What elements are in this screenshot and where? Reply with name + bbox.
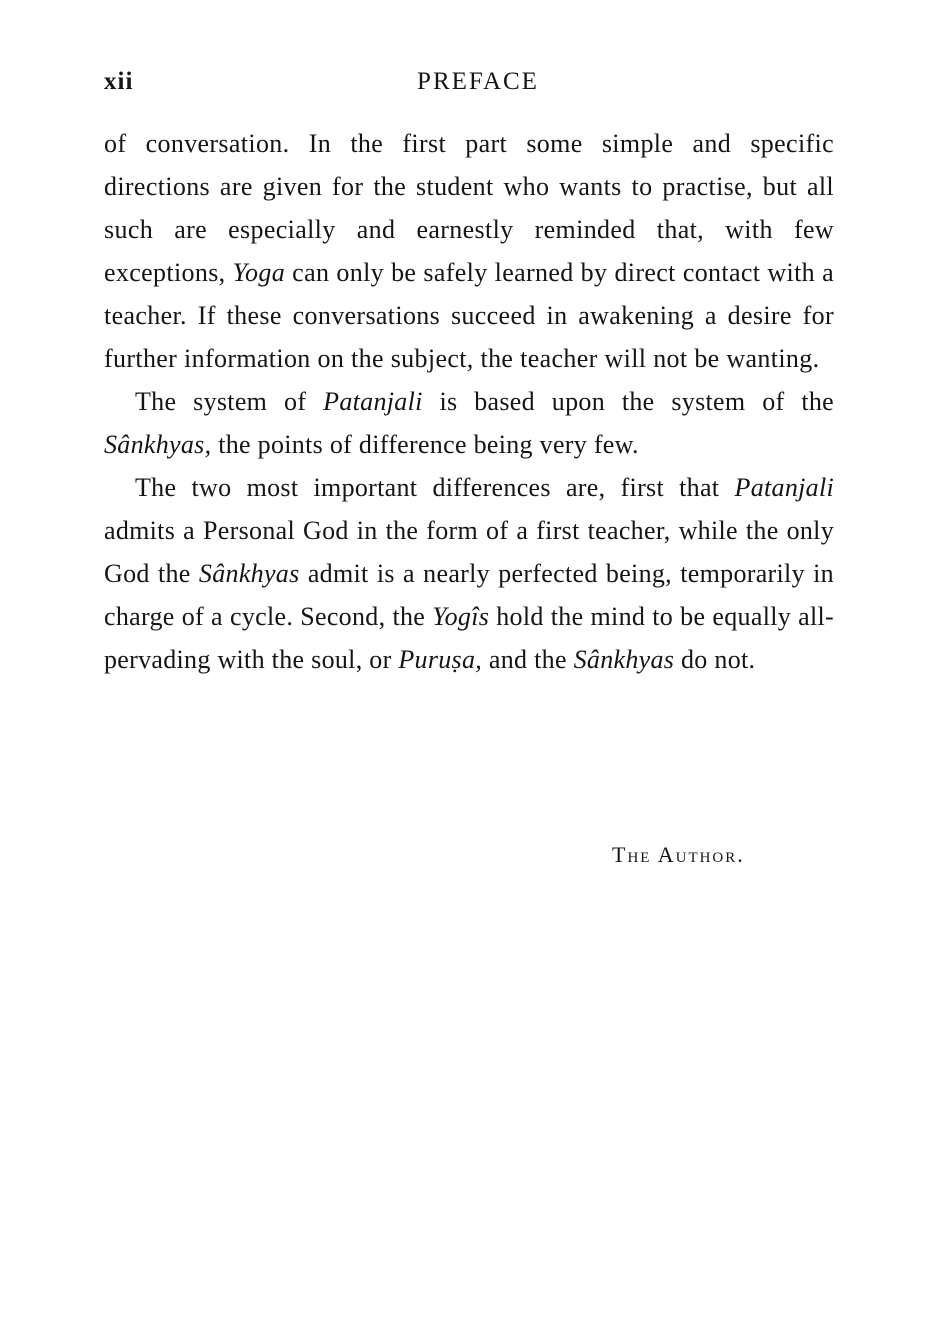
paragraph-3-text: do not. [674,645,756,674]
paragraph-2-text: The system of [135,387,324,416]
italic-term-sankhyas: Sânkhyas [573,645,675,674]
paragraph-2 [104,380,834,466]
paragraph-3-text: hold the mind to be equally all-pervading with the soul, or [104,602,834,674]
paragraph-2-text: is based upon the system of the [422,387,834,416]
page-number: xii [104,68,134,95]
paragraph-3 [104,466,834,681]
italic-term-yoga: Yoga [232,258,286,287]
italic-term-sankhyas: Sânkhyas, [104,430,212,459]
italic-term-sankhyas: Sânkhyas [198,559,300,588]
author-signature: The Author. [612,842,745,867]
paragraph-3-text: admits a Personal God in the form of a first teacher, while the only God the [104,516,834,588]
paragraph-3-text: The two most important differences are, first that [135,473,735,502]
paragraph-1-text: can only be safely learned by direct contact with a teacher. If these conversations succeed in awakening a desire for further information on the subject, the teacher will not be wanting. [104,258,834,373]
body-text [104,122,834,681]
italic-term-yogis: Yogîs [432,602,490,631]
paragraph-1 [104,122,834,380]
italic-term-patanjali: Patanjali [734,473,834,502]
paragraph-3-text: and the [482,645,574,674]
running-head-title: PREFACE [417,68,539,95]
italic-term-purusa: Puruṣa, [398,645,483,674]
running-head [104,68,834,102]
paragraph-2-text: the points of difference being very few. [211,430,639,459]
paragraph-3-text: admit is a nearly perfected being, temporarily in charge of a cycle. Second, the [104,559,834,631]
paragraph-1-text: of conversation. In the first part some simple and specific directions are given for the student who wants to practise, but all such are especially and earnestly reminded that, with few exceptions, [104,129,834,287]
italic-term-patanjali: Patanjali [323,387,423,416]
